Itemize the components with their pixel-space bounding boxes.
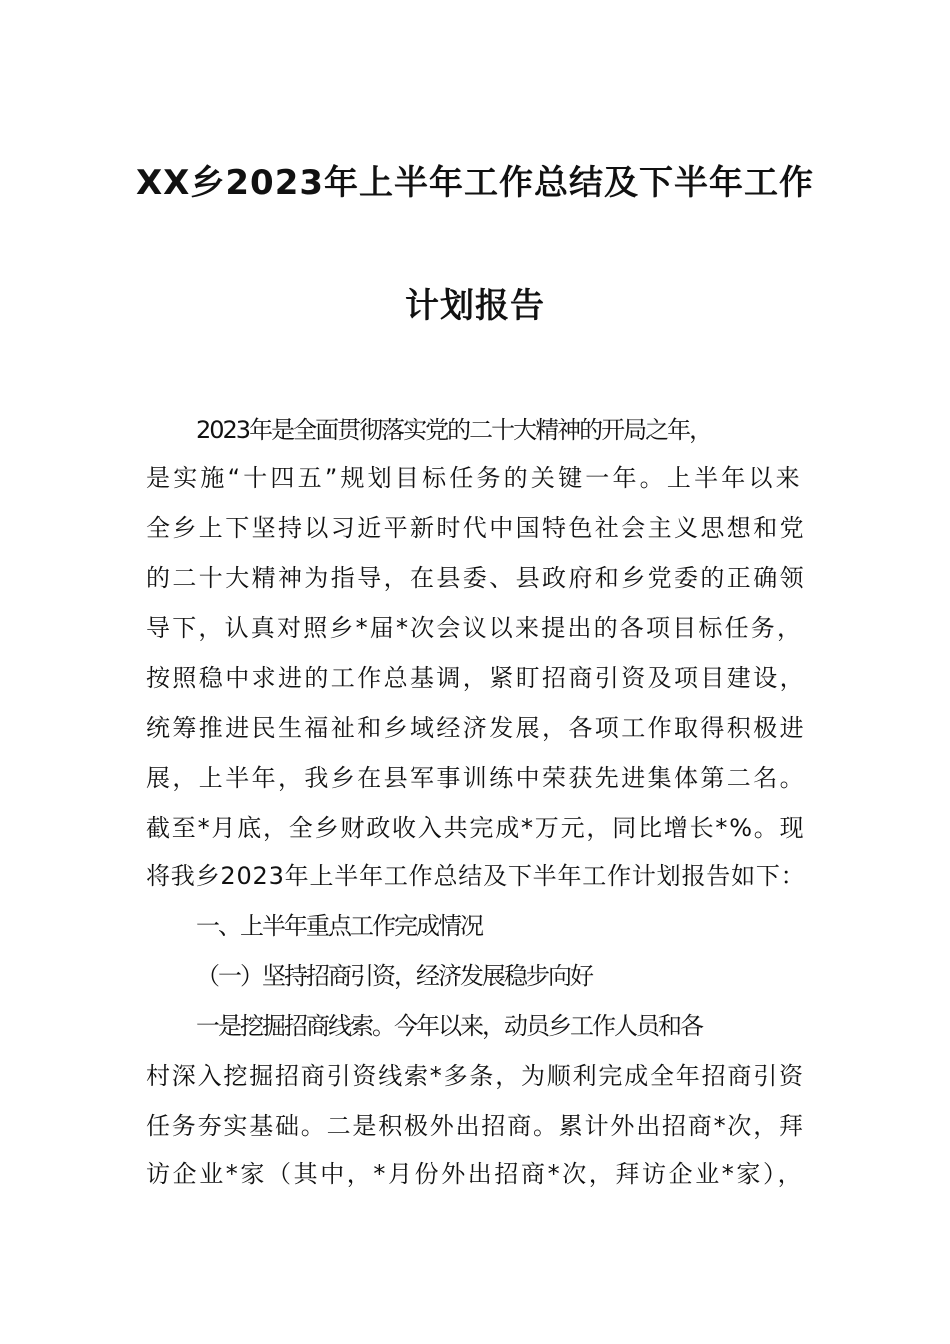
paragraph-line: 的二十大精神为指导，在县委、县政府和乡党委的正确领: [146, 564, 806, 592]
paragraph-line: 导下，认真对照乡*届*次会议以来提出的各项目标任务，: [146, 614, 804, 642]
paragraph-line: 将我乡2023年上半年工作总结及下半年工作计划报告如下：: [146, 862, 806, 890]
document-title-line-2: 计划报告: [405, 286, 545, 326]
section-heading: 一、上半年重点工作完成情况: [196, 912, 482, 940]
paragraph-line: 2023年是全面贯彻落实党的二十大精神的开局之年，: [196, 416, 712, 444]
paragraph-line: 按照稳中求进的工作总基调，紧盯招商引资及项目建设，: [146, 664, 806, 692]
paragraph-line: 截至*月底，全乡财政收入共完成*万元，同比增长*%。现: [146, 814, 806, 842]
paragraph-line: 全乡上下坚持以习近平新时代中国特色社会主义思想和党: [146, 514, 806, 542]
document-title-line-1: XX乡2023年上半年工作总结及下半年工作: [135, 163, 815, 203]
paragraph-line: 村深入挖掘招商引资线索*多条，为顺利完成全年招商引资: [146, 1062, 805, 1090]
paragraph-line: 访企业*家（其中，*月份外出招商*次，拜访企业*家），: [146, 1160, 805, 1188]
paragraph-line: 一是挖掘招商线索。今年以来，动员乡工作人员和各: [196, 1012, 702, 1040]
paragraph-line: 是实施“十四五”规划目标任务的关键一年。上半年以来: [146, 464, 803, 492]
subsection-heading: （一）坚持招商引资，经济发展稳步向好: [196, 962, 592, 990]
paragraph-line: 展，上半年，我乡在县军事训练中荣获先进集体第二名。: [146, 764, 806, 792]
paragraph-line: 统筹推进民生福祉和乡域经济发展，各项工作取得积极进: [146, 714, 806, 742]
paragraph-line: 任务夯实基础。二是积极外出招商。累计外出招商*次，拜: [146, 1112, 805, 1140]
